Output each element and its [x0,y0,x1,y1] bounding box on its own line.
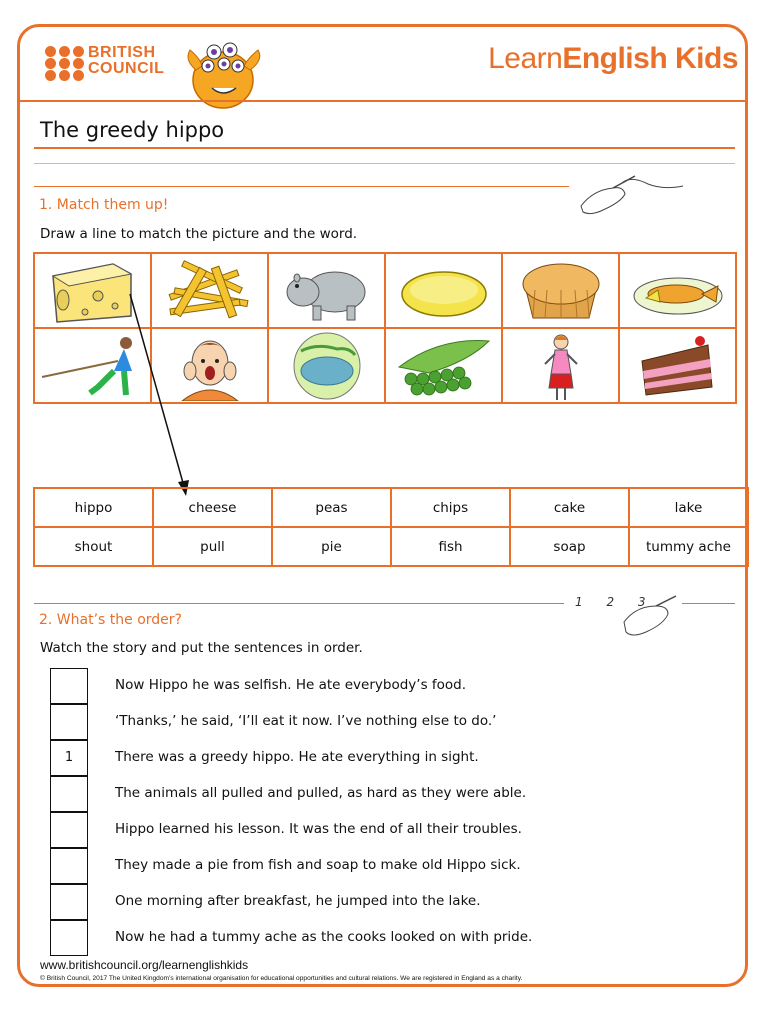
order-input-box[interactable] [50,776,88,812]
order-input-box[interactable] [50,704,88,740]
word-cell[interactable]: shout [34,527,153,566]
order-input-box[interactable]: 1 [50,740,88,776]
story-sentence: ‘Thanks,’ he said, ‘I’ll eat it now. I’ve nothing else to do.’ [115,713,497,729]
pie-picture-icon [511,256,611,326]
title-underline [34,147,735,149]
picture-cell[interactable] [619,253,736,328]
story-sentence: One morning after breakfast, he jumped into the lake. [115,893,481,909]
fish-picture-icon [628,256,728,326]
word-cell[interactable]: pull [153,527,272,566]
word-cell[interactable]: tummy ache [629,527,748,566]
order-input-box[interactable] [50,920,88,956]
section1-instruction: Draw a line to match the picture and the word. [40,226,358,242]
order-input-box[interactable] [50,884,88,920]
picture-cell[interactable] [385,328,502,403]
lake-picture-icon [277,331,377,401]
hippo-picture-icon [277,256,377,326]
picture-cell[interactable] [502,253,619,328]
footer-url[interactable]: www.britishcouncil.org/learnenglishkids [40,958,249,972]
word-cell[interactable]: chips [391,488,510,527]
order-input-box[interactable] [50,848,88,884]
order-input-box[interactable] [50,812,88,848]
numbers-decoration: 1 2 3 [575,595,656,609]
picture-cell[interactable] [619,328,736,403]
section1-heading: 1. Match them up! [39,197,169,213]
picture-cell[interactable] [268,328,385,403]
page-title: The greedy hippo [40,118,225,142]
learnenglish-kids-logo: LearnEnglish Kids [488,42,738,75]
word-cell[interactable]: peas [272,488,391,527]
story-sentence: The animals all pulled and pulled, as hard as they were able. [115,785,527,801]
word-cell[interactable]: hippo [34,488,153,527]
title-underline-light [34,163,735,164]
girl-picture-icon [511,330,611,402]
word-cell[interactable]: cheese [153,488,272,527]
story-sentence: Now he had a tummy ache as the cooks looked on with pride. [115,929,533,945]
peas-picture-icon [389,331,499,401]
word-cell[interactable]: cake [510,488,629,527]
header-divider [20,100,746,102]
example-match-arrow [120,290,200,500]
story-sentence: Hippo learned his lesson. It was the end of all their troubles. [115,821,522,837]
story-sentence: There was a greedy hippo. He ate everything in sight. [115,749,479,765]
section2-rule [34,603,564,604]
section1-rule [34,186,569,187]
section2-instruction: Watch the story and put the sentences in order. [40,640,363,656]
picture-cell[interactable] [502,328,619,403]
story-sentence: Now Hippo he was selfish. He ate everybody’s food. [115,677,467,693]
soap-picture-icon [394,256,494,326]
story-sentence: They made a pie from fish and soap to make old Hippo sick. [115,857,521,873]
word-cell[interactable]: fish [391,527,510,566]
picture-cell[interactable] [385,253,502,328]
word-cell[interactable]: lake [629,488,748,527]
order-input-box[interactable] [50,668,88,704]
writing-hand-icon-2 [618,592,694,642]
british-council-wordmark: BRITISH COUNCIL [88,44,165,77]
writing-hand-icon [573,170,693,222]
cake-picture-icon [628,331,728,401]
words-grid [33,487,749,567]
footer-copyright: © British Council, 2017 The United Kingdom’s international organisation for educational opportunities and cultural relations. We are registered in England as a charity. [40,975,523,982]
word-cell[interactable]: soap [510,527,629,566]
picture-cell[interactable] [268,253,385,328]
word-cell[interactable]: pie [272,527,391,566]
section2-heading: 2. What’s the order? [39,612,182,628]
british-council-logo-icon [45,46,85,80]
